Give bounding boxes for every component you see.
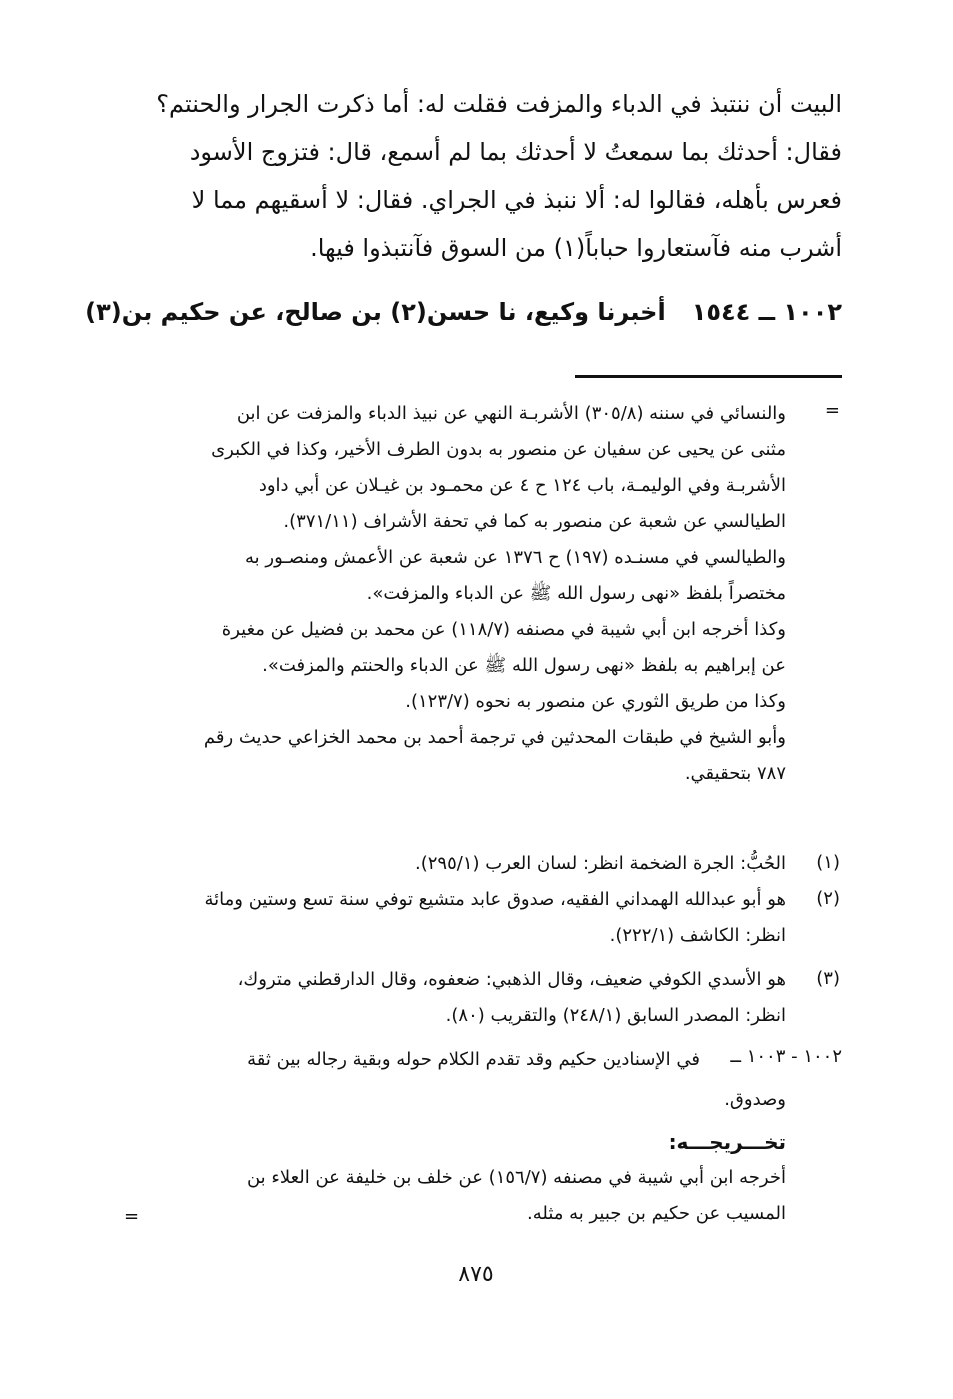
footnote-line: مثنى عن يحيى عن سفيان عن منصور به بدون الطرف الأخير، وكذا في الكبرى bbox=[211, 439, 786, 460]
footnote-line: انظر: الكاشف (٢٢٢/١). bbox=[609, 925, 786, 946]
end-continuation-marker: = bbox=[124, 1206, 140, 1227]
footnote-line: عن إبراهيم به بلفظ «نهى رسول الله ﷺ عن الدباء والحنتم والمزفت». bbox=[262, 655, 786, 676]
hadith-note-marker: ١٠٠٢ - ١٠٠٣ ــ bbox=[730, 1046, 842, 1067]
footnote-3 bbox=[140, 962, 786, 1034]
footnote-line: في الإسنادين حكيم وقد تقدم الكلام حوله وبقية رجاله بين ثقة bbox=[247, 1049, 700, 1070]
hadith-line bbox=[85, 292, 842, 332]
footnote-line: المسيب عن حكيم بن جبير به مثله. bbox=[526, 1203, 786, 1224]
takhrij-text bbox=[140, 1160, 786, 1232]
main-text-line: فقال: أحدثك بما سمعتُ لا أحدثك بما لم أسمع، قال: فتزوج الأسود bbox=[189, 138, 842, 166]
main-text-line: البيت أن ننتبذ في الدباء والمزفت فقلت له: أما ذكرت الجرار والحنتم؟ bbox=[156, 90, 842, 118]
footnote-line: والطيالسي في مسنـده (١٩٧) ح ١٣٧٦ عن شعبة عن الأعمش ومنصـور به bbox=[245, 547, 786, 568]
footnote-line: هو أبو عبدالله الهمداني الفقيه، صدوق عابد متشيع توفي سنة تسع وستين ومائة bbox=[204, 889, 786, 910]
takhrij-heading: تخـــريجـــه: bbox=[668, 1130, 786, 1154]
footnote-line: وصدوق. bbox=[724, 1089, 786, 1110]
footnote-line: ٧٨٧ بتحقيقي. bbox=[684, 763, 786, 784]
footnote-line: وأبو الشيخ في طبقات المحدثين في ترجمة أحمد بن محمد الخزاعي حديث رقم bbox=[203, 727, 786, 748]
hadith-number: ١٠٠٢ ــ ١٥٤٤ bbox=[691, 298, 842, 326]
main-text-line: فعرس بأهله، فقالوا له: ألا ننبذ في الجراي. فقال: لا أسقيهم مما لا bbox=[191, 186, 842, 214]
footnote-continuation bbox=[140, 396, 786, 792]
footnote-line: وكذا أخرجه ابن أبي شيبة في مصنفه (١١٨/٧) عن محمد بن فضيل عن مغيرة bbox=[221, 619, 786, 640]
footnote-line: الطيالسي عن شعبة عن منصور به كما في تحفة الأشراف (٣٧١/١١). bbox=[283, 511, 786, 532]
footnote-line: الحُبُّ: الجرة الضخمة انظر: لسان العرب (٢٩٥/١). bbox=[415, 853, 786, 874]
hadith-note bbox=[140, 1042, 700, 1078]
main-text-line: أشرب منه فآستعاروا حباباً(١) من السوق فآنتبذوا فيها. bbox=[310, 234, 842, 262]
page-number: ٨٧٥ bbox=[458, 1262, 494, 1287]
continuation-marker: = bbox=[824, 400, 840, 421]
main-text bbox=[126, 80, 842, 272]
hadith-text: أخبرنا وكيع، نا حسن(٢) بن صالح، عن حكيم بن(٣) bbox=[85, 298, 666, 326]
footnote-3-marker: (٣) bbox=[816, 968, 840, 989]
footnote-line: الأشربـة وفي الوليمـة، باب ١٢٤ ح ٤ عن محمـود بن غيـلان عن أبي داود bbox=[258, 475, 786, 496]
footnote-2 bbox=[140, 882, 786, 954]
footnote-line: وكذا من طريق الثوري عن منصور به نحوه (١٢٣/٧). bbox=[405, 691, 786, 712]
footnote-line: والنسائي في سننه (٣٠٥/٨) الأشربـة النهي عن نبيذ الدباء والمزفت عن ابن bbox=[236, 403, 786, 424]
hadith-note-continued bbox=[140, 1082, 786, 1118]
footnote-line: أخرجه ابن أبي شيبة في مصنفه (١٥٦/٧) عن خلف بن خليفة عن العلاء بن bbox=[246, 1167, 786, 1188]
footnote-separator bbox=[575, 375, 842, 378]
footnote-line: هو الأسدي الكوفي ضعيف، وقال الذهبي: ضعفوه، وقال الدارقطني متروك، bbox=[237, 969, 786, 990]
footnote-line: انظر: المصدر السابق (٢٤٨/١) والتقريب (٨٠). bbox=[445, 1005, 786, 1026]
footnote-line: مختصراً بلفظ «نهى رسول الله ﷺ عن الدباء والمزفت». bbox=[366, 583, 786, 604]
footnote-2-marker: (٢) bbox=[816, 888, 840, 909]
footnote-1-marker: (١) bbox=[816, 852, 840, 873]
footnote-1 bbox=[140, 846, 786, 882]
